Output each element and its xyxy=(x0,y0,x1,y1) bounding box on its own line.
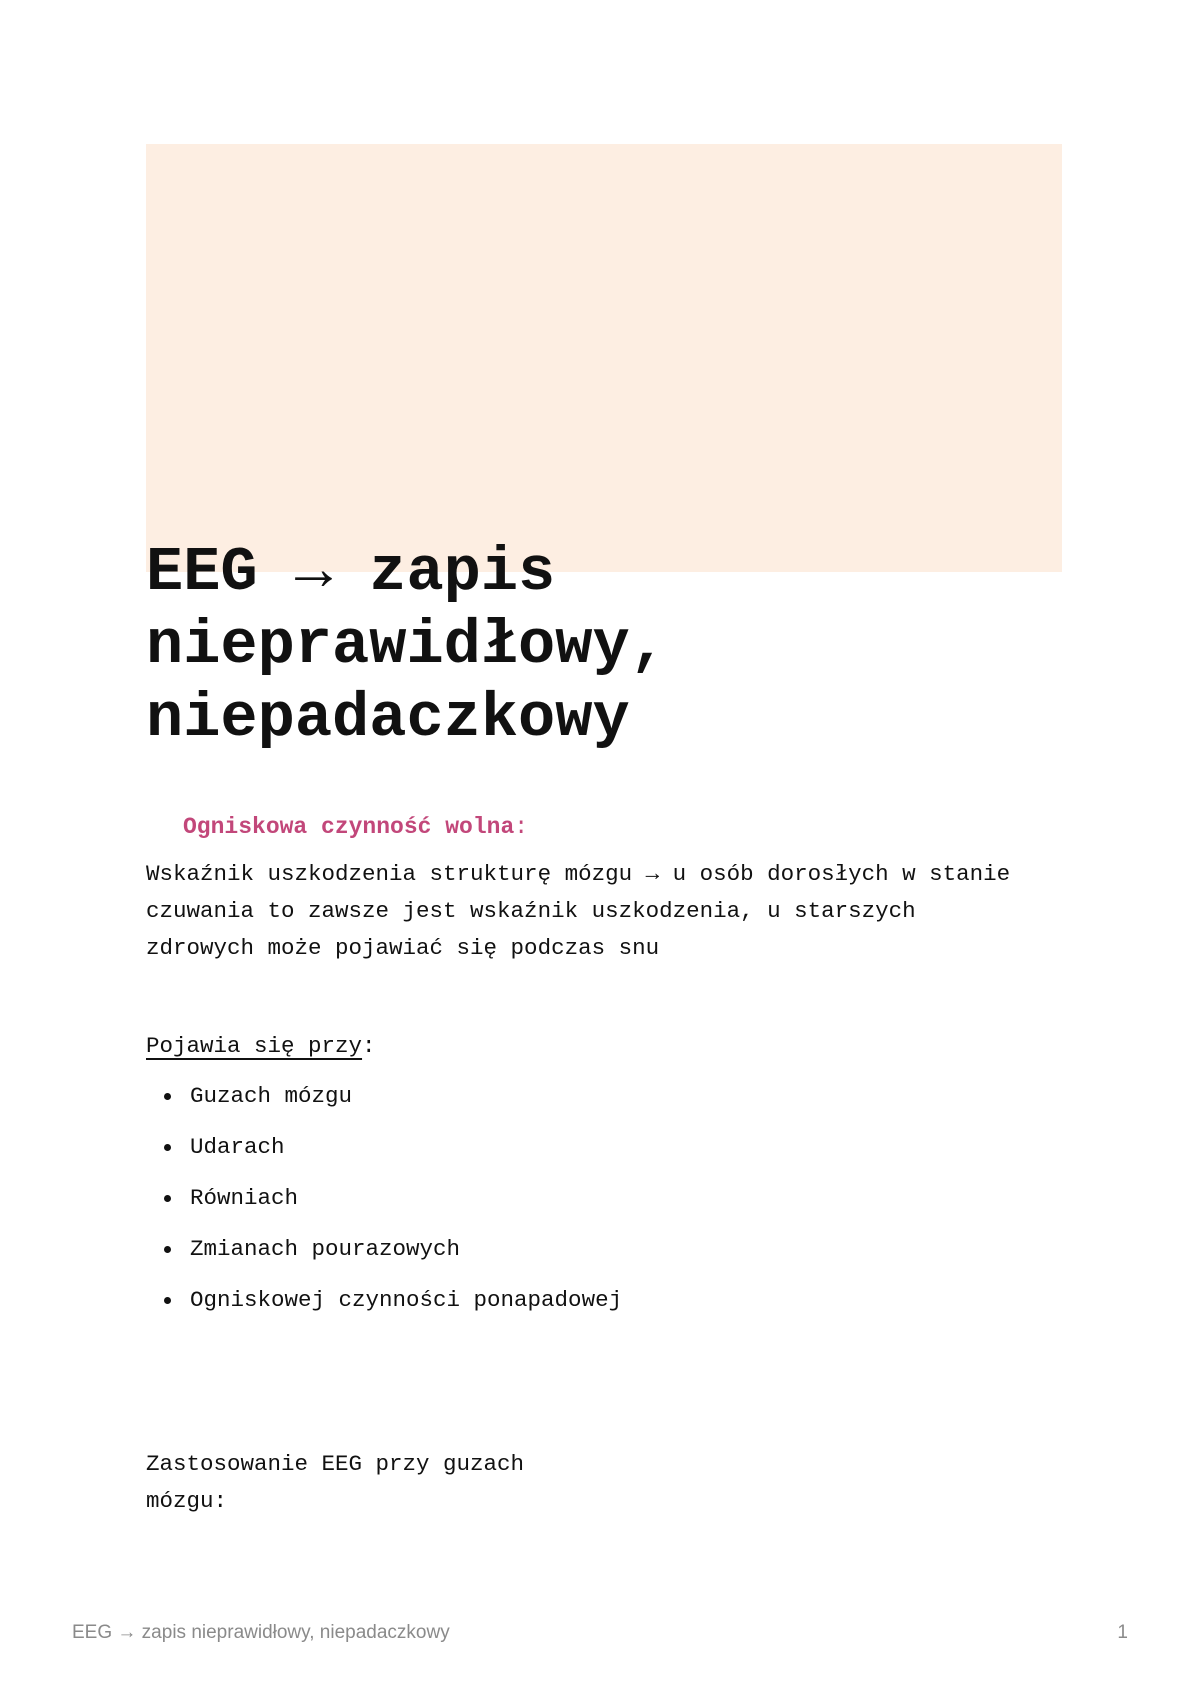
list-item: Udarach xyxy=(146,1131,622,1182)
list-item: Guzach mózgu xyxy=(146,1080,622,1131)
description-paragraph: Wskaźnik uszkodzenia strukturę mózgu → u osób dorosłych w stanie czuwania to zawsze jest wskaźnik uszkodzenia, u starszych zdrowych może pojawiać się podczas snu xyxy=(146,861,1011,961)
occurs-subheading xyxy=(146,1030,376,1062)
occurs-list xyxy=(146,1080,622,1335)
occurs-label: Pojawia się przy xyxy=(146,1033,363,1059)
section-heading-colon: : xyxy=(514,814,529,840)
occurs-label-colon: : xyxy=(362,1033,376,1059)
next-section-text: Zastosowanie EEG przy guzach mózgu: xyxy=(146,1451,525,1514)
list-item: Zmianach pourazowych xyxy=(146,1233,622,1284)
section-heading-text: Ogniskowa czynność wolna xyxy=(183,814,515,840)
section-heading xyxy=(183,812,528,842)
footer-title: EEG → zapis nieprawidłowy, niepadaczkowy xyxy=(72,1622,450,1643)
page-footer xyxy=(72,1622,1128,1650)
list-item: Ogniskowej czynności ponapadowej xyxy=(146,1284,622,1335)
list-item: Równiach xyxy=(146,1182,622,1233)
footer-page-number: 1 xyxy=(1117,1622,1128,1643)
page-title: EEG → zapis nieprawidłowy, niepadaczkowy xyxy=(146,537,667,754)
cover-image-block xyxy=(146,144,1062,572)
